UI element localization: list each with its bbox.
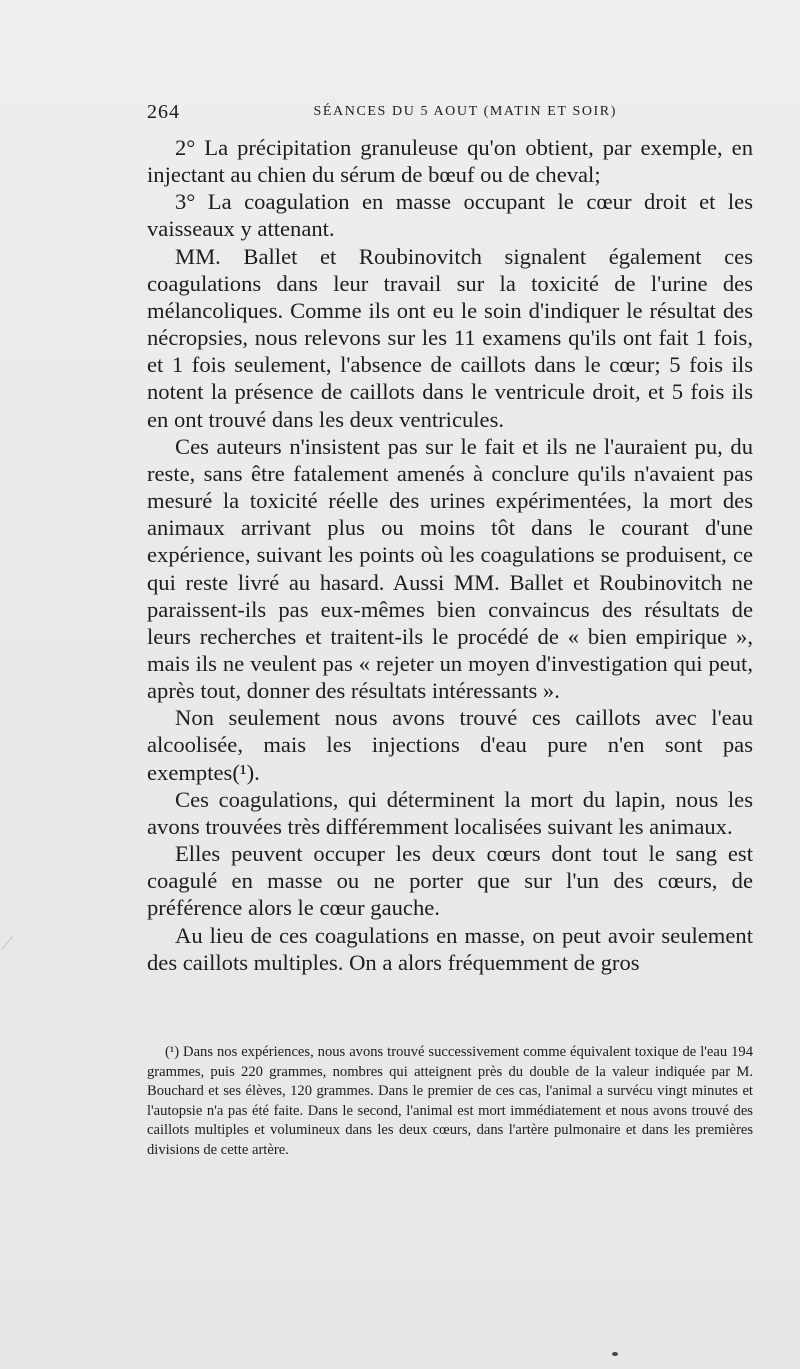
paragraph: MM. Ballet et Roubinovitch signalent également ces coagulations dans leur travail sur la toxicité de l'urine des mélancoliques. Comme ils ont eu le soin d'indiquer le résultat des nécropsies, nous relevons sur les 11 examens qu'ils ont fait 1 fois, et 1 fois seulement, l'absence de caillots dans le cœur; 5 fois ils notent la présence de caillots dans le ventricule droit, et 5 fois ils en ont trouvé dans les deux ventricules. bbox=[147, 243, 753, 432]
paragraph: Non seulement nous avons trouvé ces caillots avec l'eau alcoolisée, mais les injections d'eau pure n'en sont pas exemptes(¹). bbox=[147, 705, 753, 785]
paragraph: 3° La coagulation en masse occupant le cœur droit et les vaisseaux y attenant. bbox=[147, 189, 753, 242]
footnotes bbox=[147, 1043, 753, 1161]
footnote: (¹) Dans nos expériences, nous avons trouvé successivement comme équivalent toxique de l'eau 194 grammes, puis 220 grammes, nombres qui atteignent près du double de la valeur indiquée par M. Bouchard et ses élèves, 120 grammes. Dans le premier de ces cas, l'animal a survécu vingt minutes et l'autopsie n'a pas été faite. Dans le second, l'animal est mort immédiatement et nous avons trouvé des caillots multiples et volumineux dans les deux cœurs, dans l'artère pulmonaire et dans les premières divisions de cette artère. bbox=[147, 1044, 753, 1158]
margin-pencil-mark bbox=[1, 936, 23, 958]
paragraph: Ces auteurs n'insistent pas sur le fait et ils ne l'auraient pu, du reste, sans être fatalement amenés à conclure qu'ils n'avaient pas mesuré la toxicité réelle des urines expérimentées, la mort des animaux arrivant plus ou moins tôt dans le courant d'une expérience, suivant les points où les coagulations se produisent, ce qui reste livré au hasard. Aussi MM. Ballet et Roubinovitch ne paraissent-ils pas eux-mêmes bien convaincus des résultats de leurs recherches et traitent-ils le procédé de « bien empirique », mais ils ne veulent pas « rejeter un moyen d'investigation qui peut, après tout, donner des résultats intéressants ». bbox=[147, 433, 753, 704]
ink-speck bbox=[612, 1352, 618, 1356]
paragraph: Ces coagulations, qui déterminent la mort du lapin, nous les avons trouvées très différemment localisées suivant les animaux. bbox=[147, 786, 753, 839]
running-title: SÉANCES DU 5 AOUT (MATIN ET SOIR) bbox=[313, 104, 617, 119]
paragraph: Elles peuvent occuper les deux cœurs dont tout le sang est coagulé en masse ou ne porter que sur l'un des cœurs, de préférence alors le cœur gauche. bbox=[147, 841, 753, 921]
paragraph: Au lieu de ces coagulations en masse, on peut avoir seulement des caillots multiples. On a alors fréquemment de gros bbox=[147, 922, 753, 975]
page-number: 264 bbox=[147, 101, 180, 123]
running-head bbox=[147, 101, 617, 127]
paragraph: 2° La précipitation granuleuse qu'on obtient, par exemple, en injectant au chien du sérum de bœuf ou de cheval; bbox=[147, 135, 753, 188]
body-text bbox=[147, 134, 753, 976]
